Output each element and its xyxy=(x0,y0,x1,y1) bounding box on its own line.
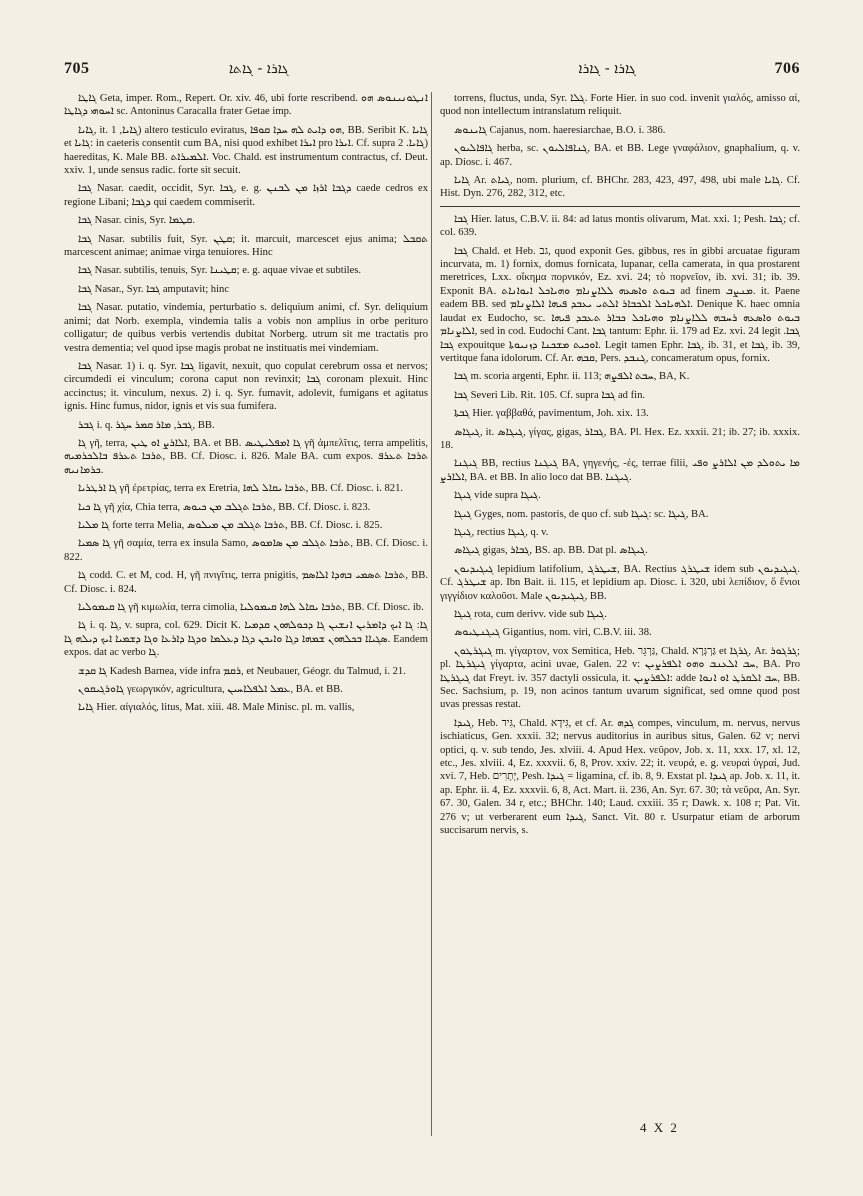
dictionary-entry: ܓܝܓܐ vide supra ܓܝܓܐ. xyxy=(454,490,541,502)
dictionary-entry: ܓܝܓܝܕܝܘܢ lepidium latifolium, ܫܝܛܪܓ, BA. Rectius ܫܝܛܪܓ idem sub ܓܝܓܝܕܝܘܢ. Cf. ܫܝܛܪܓ ap. Ibn Bait. ii. 115, et lepidium ap. Diosc. i. 320, ubi λεπίδιον, ὅ ἔνιοι γιγγίδιον καλοῦσι. Male ܓܝܓܝܕܝܘܢ, BB. xyxy=(440,563,800,602)
dictionary-entry: ܓܝܓܢܐ BB, rectius ܓܝܓܢܐ BA, γηγενής, -ές, terrae filii, ܡܐ ܝܬܘܠܕ ܡܢ ܐܠܐܪܨ ܘܦܝ ܐܠܐܪܨ, BA. et BB. In alio loco dat BB. ܓܝܓܢܐ. xyxy=(440,458,800,483)
right-page-header xyxy=(440,56,800,82)
section-rule xyxy=(440,206,800,207)
dictionary-entry: ܓܒܐ m. scoria argenti, Ephr. ii. 113; ܚܒܬ ܐܠܦܨܗ, BA, K. xyxy=(454,371,690,383)
dictionary-entry: ܓܐ γῆ, terra, ܐܠܐܪܨ ܐܘ ܛܝܢ, BA. et BB. ܓܐ ܐܡܦܠܝܛܝܣ γῆ ἀμπελῖτις, terra ampelitis, ܬܪܒܐ ܬܥܪܦ ܒܐܠܟܪܡܝܗ, BB. Cf. Diosc. i. 826. Male BA. cum expos. ܬܪܒܐ ܬܥܪܦ ܟܪܡܐܢܝܗ. xyxy=(64,437,428,476)
dictionary-entry: ܓܒܐ Nasar. subtilis fuit, Syr. ܩܛܢ; it. marcuit, marcescet ejus anima; ܬܩܒܠ marcescent animae; animae virga tenuiores. Hinc xyxy=(64,233,429,259)
dictionary-entry: ܓܒܐ Severi Lib. Rit. 105. Cf. supra ܓܒܐ ad fin. xyxy=(454,389,646,401)
dictionary-entry: ܓܐܝܐ Hier. αἰγιαλός, litus, Mat. xiii. 48. Male Minisc. pl. m. vallis, xyxy=(78,702,355,714)
left-page-number: 705 xyxy=(64,60,90,77)
column-divider xyxy=(431,92,432,1136)
right-column xyxy=(440,92,800,843)
dictionary-entry: ܓܐ ܟܝܐ γῆ χία, Chia terra, ܬܪܒܐ ܬܓܠܒ ܡܢ ܟܝܘܣ, BB. Cf. Diosc. i. 823. xyxy=(78,501,371,513)
dictionary-entry: ܓܐ ܩܝܡܘܠܝܐ γῆ κιμωλία, terra cimolia, ܬܪܒܐ ܝܩܐܠ ܠܗܐ ܩܝܡܘܠܝܐ, BB. Cf. Diosc. ib. xyxy=(78,602,424,613)
dictionary-entry: ܓܒܐ Nasar. 1) i. q. Syr. ܓܒܐ ligavit, nexuit, quo copulat cerebrum ossa et nervos; circumdedi ei vinculum; corona caput non revinxit; ܓܒܐ coronam plexuit. Hinc accinctus; it. vinculum, nexus. 2) i. q. Syr. fumavit, adolevit, fumigans et agitatus ignis. Hinc fumus, nidor, ignis et vis sua fumifera. xyxy=(64,360,429,413)
dictionary-entry: ܓܒܐ Chald. et Heb. גב, quod exponit Ges. gibbus, res in gibbi arcuatae figuram incurvata, m. 1) fornix, domus fornicata, lupanar, cella camerata, in qua prostarent meretrices, Lxx. οἴκημα πορνικόν, Ez. xvi. 24; τὸ πορνεῖον, ib. xvi. 31; ib. 39. Exponit BA. ܒܝܘܬ ܘܐܣܥܗ ܠܠܐܨܢܐܡ ܘܗܝܐܟܠ ܐܝܘܐܢܐܬ ad finem ܡܢܨܒ. it. Paene eadem BB. sed ܐܠܗܝܐܟܠ ܐܠܟܒܐܪ ܐܠܬܝ ܝܥܒܕ ܦܝܗܐ ܐܠܐܨܢܐܡ. Denique K. haec omnia laudat ex Eudocho, sc. ܒܝܘܬ ܘܐܣܥܗ ܪܚܒܗ ܠܠܐܨܢܐܡ ܘܗܝܐܟܠ ܟܒܐܪ ܬܥܒܕ ܦܝܗܐ ܐܠܐܨܢܐܡ, sed in cod. Eudochi Cant. ܓܒܐ tantum: Ephr. ii. 179 ad Ez. xvi. 24 legit ܓܒܐ. ܓܒܐ expouitque ܐܘܟܝܬ ܡܫܟܢܐ ܕܙܢܝܘܬܐ. Legit tamen Ephr. ܓܒܐ, ib. 31, et ܓܒܐ, ib. 39, vertitque fana idolorum. Cf. Ar. ܩܒܗ, Pers. ܓܢܒܕ, concameratum opus, fornix. xyxy=(440,245,801,364)
dictionary-entry: torrens, fluctus, unda, Syr. ܓܠܐ. Forte Hier. in suo cod. invenit γιαλός, amisso αἰ, quod non intellectum intranslatum reliquit. xyxy=(440,93,800,118)
dictionary-entry: ܓܐ i. q. ܓܐ, v. supra, col. 629. Dicit K. ܓܐ: ܓܐ ܐܝܟ ܕܐܡܪܝܢ ܐܢܫܝܢ ܓܐ ܕܟܘܠܗܘܢ ܩܕܡܝܐ ܣܓܝܐܐ ܒܟܠܗܘܢ ܫܡܗܐ ܕܓܐ ܘܐܝܟܢ ܕܓܐ ܕܥܠܡܐ ܘܕܓܐ ܕܐܪܥܐ ܘܓܐ ܕܫܡܝܐ ܐܝܟ ܕܝܠܗ ܓܐ. Eandem expos. dat ac verbo ܓܐ. xyxy=(64,620,429,659)
left-page-header xyxy=(64,56,428,82)
dictionary-entry: ܓܐ ܡܠܝܐ forte terra Melia, ܬܪܒܐ ܬܓܠܒ ܡܢ ܡܝܠܘܣ, BB. Cf. Diosc. i. 825. xyxy=(78,519,383,531)
dictionary-entry: ܓܒܐ Nasar. putatio, vindemia, perturbatio s. deliquium animi, cf. Syr. deliquium animi; dat Norb. exempla, vindemia talis a vobis non amplius in orbe perituro colligatur; de quibus verbis vertendis dubitat Norberg. utrum sit me tractatis pro vestra dementia; vel quod ipse magis probat ne instituatis mei vindemiam. xyxy=(64,302,428,354)
right-running-head: ܓܐܪܐ - ܓܐܪܐ xyxy=(578,61,636,77)
left-column xyxy=(64,92,428,720)
dictionary-entry: ܓܝܓܐܣ gigas, ܓܒܐܪ, BS. ap. BB. Dat pl. ܓܝܓܐܣ. xyxy=(454,545,648,557)
dictionary-entry: ܓܐܝܢܘܣ Cajanus, nom. haeresiarchae, B.O. i. 386. xyxy=(454,124,666,136)
dictionary-entry: ܓܒܐ Hier. latus, C.B.V. ii. 84: ad latus montis olivarum, Mat. xxi. 1; Pesh. ܓܒܐ; cf. col. 639. xyxy=(440,213,800,239)
right-page-number: 706 xyxy=(774,60,800,77)
dictionary-entry: ܓܐܝܐ, it. ܓܐܝܐ, 1) altero testiculo eviratus, ܗܘ ܕܐܝܬ ܠܗ ܚܕܐ ܩܘܦܐ, BB. Seribit K. ܓܐܝܐ et ܓܐܝܐ: in caeteris consentit cum BA, nisi quod exhibet ܐܝܪܐ pro ܐܝܪܐ. Cf. supra ܓܐܝܐ. 2) haereditas, K. Male BB. ܐܠܡܝܪܐܬ. Voc. Chald. est instrumentum contractus, cf. Deut. xxiv. 1, unde sensus radic. forte sit secuit. xyxy=(64,124,428,177)
dictionary-entry: ܓܒܐ Nasar. caedit, occidit, Syr. ܓܒܐ, e. g. ܕܓܒܐ ܐܪܙܐ ܡܢ ܠܒܢܢ caede cedros ex regione Libani; ܕܓܒܐ qui caedem commiserit. xyxy=(64,183,428,208)
dictionary-entry: ܓܝܓܐ rota, cum derivv. vide sub ܓܝܓܐ. xyxy=(454,609,607,620)
dictionary-entry: ܓܐܘܪܓܝܩܘܢ γεωργικόν, agricultura, ܥܡܠ ܐܠܦܠܐܚܝܢ, BA. et BB. xyxy=(78,684,343,696)
dictionary-entry: ܓܐ ܣܡܝܐ γῆ σαμία, terra ex insula Samo, ܬܪܒܐ ܬܓܠܒ ܡܢ ܣܐܡܘܣ, BB. Cf. Diosc. i. 822. xyxy=(64,538,428,563)
left-running-head: ܓܐܪܐ - ܓܐܬܐ xyxy=(228,61,289,77)
dictionary-entry: ܓܐ ܐܪܛܪܝܐ γῆ ἐρετρίας, terra ex Eretria, ܬܪܒܐ ܝܩܐܠ ܠܗܐ, BB. Cf. Diosc. i. 821. xyxy=(78,483,404,495)
dictionary-entry: ܓܝܕܐ, Heb. גִּיד, Chald. גִּידָא, et cf. Ar. ܓܕܗ compes, vinculum, m. nervus, nervus ischiaticus, Gen. xxxii. 32; nervus auditorius in auribus situs, Galen. 62 v; nervi optici, q. v. sub tendo, Jes. xlviii. 4. Apud Hex. νεῦρον, Job. x. 11, xxx. 17, xl. 12, etc., Jes. xlviii. 4, Ez. xxxvii. 6, 8, Prov. xxiv. 22; it. νευρά, e. g. νευραὶ ὑγραί, Jud. xvi. 7, Heb. יְתָרִים, Pesh. ܓܝܕܐ = ligamina, cf. ib. 8, 9. Exstat pl. ܓܝܕܐ ap. Job. x. 11, it. ap. Ephr. ii. 4, Ez. xxxvii. 6, 8, Act. Mart. ii. 236, An. Syr. 67. 30; τὰ νεῦρα, An. Syr. 67. 30, Galen. 34 r, etc.; BHChr. 140; Laud. cxxiii. 35 r; Dawk. x. 108 r; Pat. Vit. 276 v; ut verberarent eum ܓܝܕܐ, Sanct. Vit. 80 r. Usurpatur etiam de arborum succisarum nervis, s. xyxy=(440,717,801,837)
dictionary-entry: ܓܒܬܐ Hier. γαββαθά, pavimentum, Joh. xix. 13. xyxy=(454,408,649,420)
dictionary-entry: ܓܒܐ Nasar. subtilis, tenuis, Syr. ܩܛܝܢܐ; e. g. aquae vivae et subtiles. xyxy=(78,265,362,277)
dictionary-entry: ܓܒܐ Nasar. cinis, Syr. ܩܛܡܐ. xyxy=(78,215,195,227)
dictionary-entry: ܓܒܐ Nasar., Syr. ܓܒܐ amputavit; hinc xyxy=(78,283,230,295)
dictionary-entry: ܓܝܓܪܛܘܢ m. γίγαρτον, vox Semitica, Heb. גַּרְגֵּר, Chald. גַּרְגְּרָא et ܓܪܓܐ, Ar. ܓܪܓܘܪ; pl. ܓܝܓܪܛܐ γίγαρτα, acini uvae, Galen. 22 v: ܚܒ ܐܠܥܢܒ ܘܗܘ ܐܠܦܪܨܝܢ, BA. Pro ܓܝܓܪܛܐ dat Freyt. iv. 357 dactyli ossicula, it. ܐܠܦܪܨܝܢ: adde ܚܒ ܐܠܩܪܛ ܐܘ ܐܢܘܐ, BB. Sec. Sachsium, p. 19, non acinos tantum uvarum significat, sed omne quod post uvas pressas restat. xyxy=(440,645,801,711)
signature-mark: 4 X 2 xyxy=(640,1120,679,1135)
dictionary-entry: ܓܝܓܐܣ, it. ܓܝܓܐܣ, γίγας, gigas, ܓܒܐܪ, BA. Pl. Hex. Ez. xxxii. 21; ib. 27; ib. xxxix. 18. xyxy=(440,426,800,451)
dictionary-entry: ܓܝܓܢܛܝܘܣ Gigantius, nom. viri, C.B.V. iii. 38. xyxy=(454,627,652,639)
dictionary-entry: ܓܐ codd. C. et M, cod. H, γῆ πνιγῖτις, terra pnigitis, ܬܪܒܐ ܬܣܡܝ ܒܗܕܐ ܐܠܐܣܡ, BB. Cf. Diosc. i. 824. xyxy=(64,570,429,595)
dictionary-entry: ܓܐܦܐܠܝܘܢ herba, sc. ܓܢܐܦܐܠܝܘܢ, BA. et BB. Lege γναφάλιον, gnaphalium, q. v. ap. Diosc. i. 467. xyxy=(440,143,800,168)
dictionary-entry: ܓܒܪ i. q. ܓܒܪ, ܡܐܪ ܩܡܪ ܚܓܪ, BB. xyxy=(78,419,215,431)
dictionary-entry: ܓܐܝܐ Ar. ܓܝܐܬ, nom. plurium, cf. BHChr. 283, 423, 497, 498, ubi male ܓܐܝܐ. Cf. Hist. Dyn. 276, 282, 312, etc. xyxy=(440,175,800,200)
dictionary-entry: ܓܝܓܐ Gyges, nom. pastoris, de quo cf. sub ܓܝܓܐ: sc. ܓܝܓܐ, BA. xyxy=(454,508,709,520)
dictionary-entry: ܓܐ ܩܕܫ Kadesh Barnea, vide infra ܪܩܡ, et Neubauer, Géogr. du Talmud, i. 21. xyxy=(78,665,406,677)
dictionary-entry: ܓܝܓܐ, rectius ܓܝܓܐ, q. v. xyxy=(454,526,549,538)
dictionary-entry: ܓܐܛܐ Geta, imper. Rom., Repert. Or. xiv. 46, ubi forte rescribend. ܐܢܛܘܢܝܢܘܣ ܗܘ ܐܚܘܗܝ ܕܓܐܛܐ sc. Antoninus Caracalla frater Getae imp. xyxy=(64,93,428,118)
